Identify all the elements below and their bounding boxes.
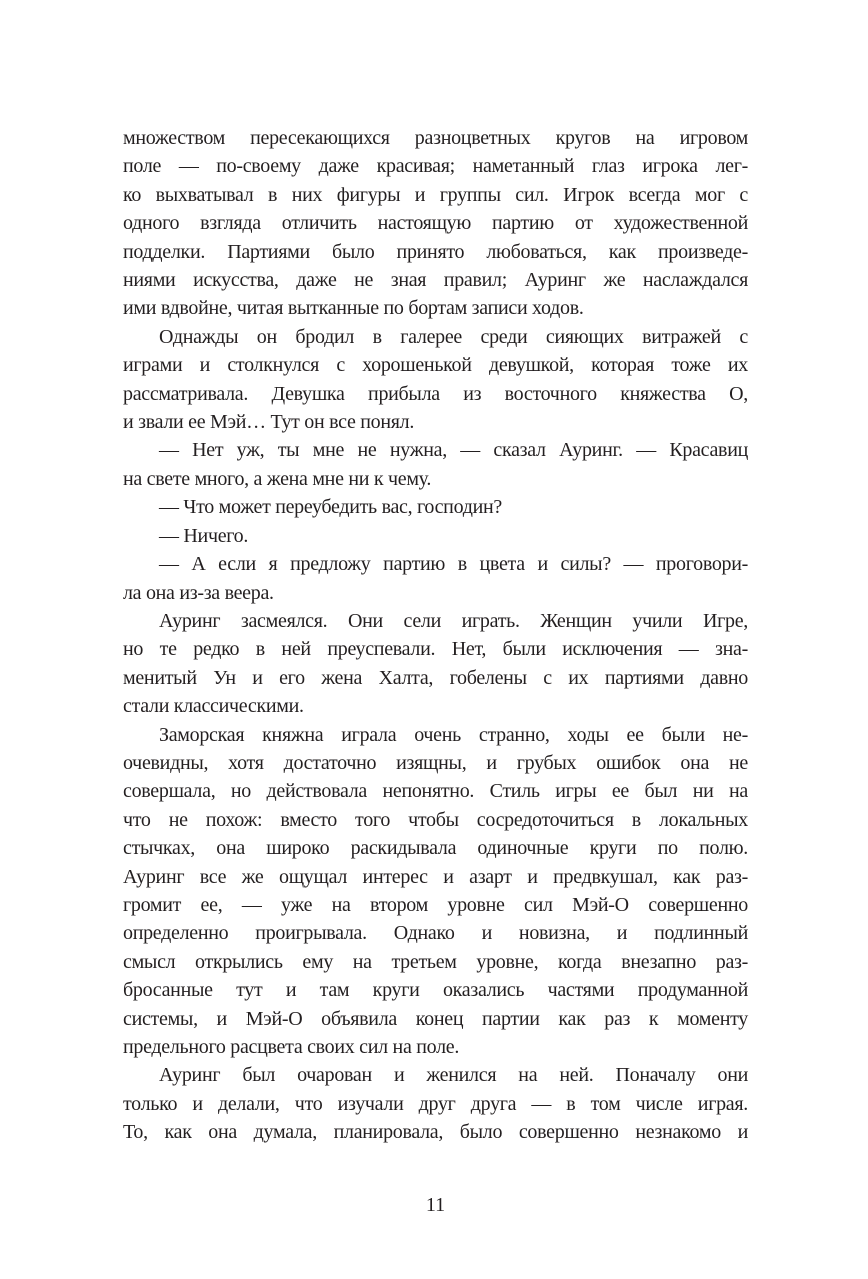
paragraph	[123, 522, 748, 550]
text-line: Ауринг все же ощущал интерес и азарт и предвкушал, как раз-	[123, 865, 748, 888]
text-line: Однажды он бродил в галерее среди сияющих витражей с	[159, 325, 748, 348]
paragraph	[123, 1061, 748, 1146]
text-line: предельного расцвета своих сил на поле.	[123, 1036, 460, 1058]
paragraph	[123, 493, 748, 521]
text-line: играми и столкнулся с хорошенькой девушкой, которая тоже их	[123, 354, 748, 377]
text-line: смысл открылись ему на третьем уровне, когда внезапно раз-	[123, 950, 748, 973]
paragraph	[123, 607, 748, 721]
text-line: — Ничего.	[159, 524, 249, 547]
text-line: ниями искусства, даже не зная правил; Ауринг же наслаждался	[123, 269, 748, 292]
text-line: Ауринг был очарован и женился на ней. Поначалу они	[159, 1064, 748, 1087]
text-line: одного взгляда отличить настоящую партию от художественной	[123, 212, 748, 235]
text-line: громит ее, — уже на втором уровне сил Мэй-О совершенно	[123, 893, 748, 916]
text-line: Заморская княжна играла очень странно, ходы ее были не-	[159, 723, 748, 746]
text-line: и звали ее Мэй… Тут он все понял.	[123, 411, 415, 434]
paragraph	[123, 436, 748, 493]
text-line: То, как она думала, планировала, было совершенно незнакомо и	[123, 1121, 748, 1144]
text-line: стали классическими.	[123, 695, 304, 718]
text-line: стычках, она широко раскидывала одиночные круги по полю.	[123, 837, 748, 860]
text-line: Ауринг засмеялся. Они сели играть. Женщин учили Игре,	[159, 609, 748, 632]
text-line: подделки. Партиями было принято любоваться, как произведе-	[123, 240, 748, 263]
text-line: но те редко в ней преуспевали. Нет, были исключения — зна-	[123, 638, 748, 661]
text-line: ими вдвойне, читая вытканные по бортам записи ходов.	[123, 297, 584, 320]
text-line: системы, и Мэй-О объявила конец партии как раз к моменту	[123, 1007, 748, 1030]
text-line: множеством пересекающихся разноцветных кругов на игровом	[123, 127, 748, 149]
text-line: менитый Ун и его жена Халта, гобелены с их партиями давно	[123, 666, 748, 689]
paragraph	[123, 550, 748, 607]
paragraph	[123, 323, 748, 437]
text-line: очевидны, хотя достаточно изящны, и грубых ошибок она не	[123, 751, 748, 774]
text-line: определенно проигрывала. Однако и новизна, и подлинный	[123, 922, 748, 945]
text-line: на свете много, а жена мне ни к чему.	[123, 467, 432, 490]
page-number: 11	[425, 1193, 446, 1216]
text-line: совершала, но действовала непонятно. Стиль игры ее был ни на	[123, 780, 748, 803]
text-line: только и делали, что изучали друг друга — в том числе играя.	[123, 1092, 748, 1115]
text-line: — Что может переубедить вас, господин?	[159, 496, 502, 519]
body-text	[123, 124, 748, 1147]
text-line: что не похож: вместо того чтобы сосредоточиться в локальных	[123, 808, 748, 831]
paragraph	[123, 721, 748, 1062]
text-line: — А если я предложу партию в цвета и силы? — проговори-	[159, 553, 748, 576]
paragraph	[123, 124, 748, 323]
text-line: ла она из-за веера.	[123, 581, 274, 604]
text-line: бросанные тут и там круги оказались частями продуманной	[123, 979, 748, 1002]
text-line: поле — по-своему даже красивая; наметанный глаз игрока лег-	[123, 155, 748, 178]
text-line: ко выхватывал в них фигуры и группы сил. Игрок всегда мог с	[123, 183, 748, 206]
text-line: рассматривала. Девушка прибыла из восточного княжества О,	[123, 382, 748, 405]
text-line: — Нет уж, ты мне не нужна, — сказал Ауринг. — Красавиц	[159, 439, 748, 462]
